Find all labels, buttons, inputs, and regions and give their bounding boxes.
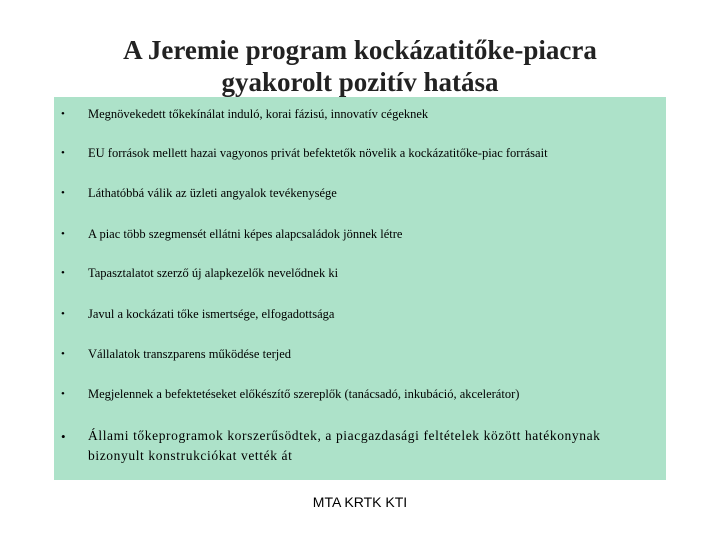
bullet-icon: • [61,308,65,320]
bullet-text: Tapasztalatot szerző új alapkezelők nevelődnek ki [88,266,339,280]
bullet-list-box [54,97,666,480]
bullet-icon: • [61,147,65,159]
bullet-icon: • [61,348,65,360]
bullet-icon: • [61,187,65,199]
footer-label: MTA KRTK KTI [312,494,408,510]
bullet-text: A piac több szegmensét ellátni képes alapcsaládok jönnek létre [88,227,403,241]
bullet-text: Állami tőkeprogramok korszerűsödtek, a piacgazdasági feltételek között hatékonynak bizonyult konstrukciókat vették át [88,428,601,463]
bullet-icon: • [61,388,65,400]
bullet-text: Vállalatok transzparens működése terjed [88,347,292,361]
bullet-icon: • [61,108,65,120]
title-line-2: gyakorolt pozitív hatása [221,67,499,97]
bullet-text: EU források mellett hazai vagyonos privát befektetők növelik a kockázatitőke-piac forrásait [88,146,548,160]
bullet-text: Megnövekedett tőkekínálat induló, korai fázisú, innovatív cégeknek [88,107,429,121]
bullet-text: Javul a kockázati tőke ismertsége, elfogadottsága [88,307,335,321]
title-line-1: A Jeremie program kockázatitőke-piacra [123,35,597,65]
bullet-icon: • [61,429,67,444]
slide-title [0,34,720,98]
bullet-icon: • [61,228,65,240]
bullet-text: Megjelennek a befektetéseket előkészítő szereplők (tanácsadó, inkubáció, akcelerátor) [88,387,520,401]
bullet-icon: • [61,267,65,279]
bullet-text: Láthatóbbá válik az üzleti angyalok tevékenysége [88,186,337,200]
